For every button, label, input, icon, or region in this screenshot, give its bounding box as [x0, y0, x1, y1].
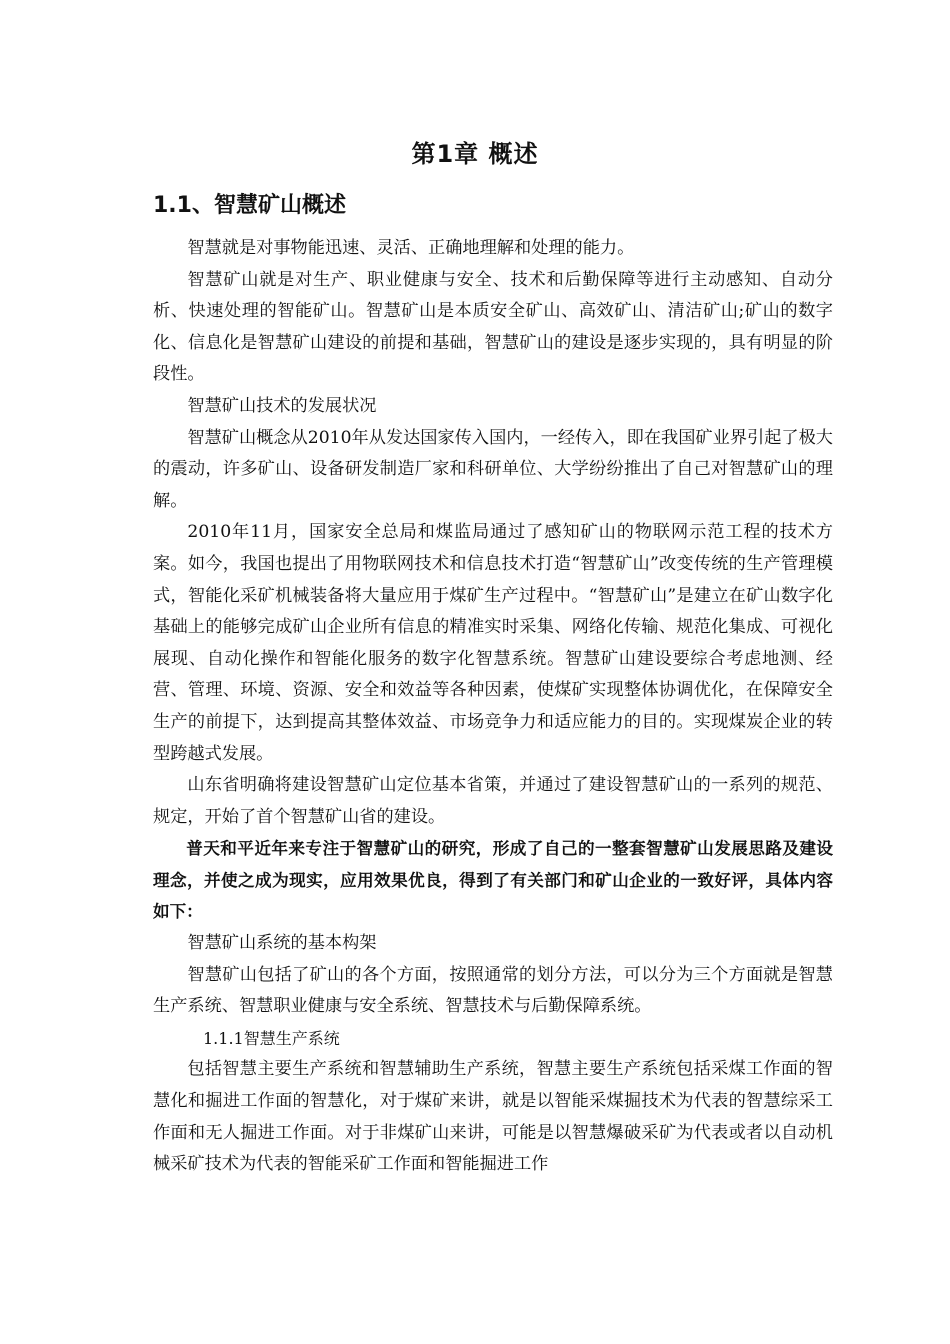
paragraph-heading: 智慧矿山系统的基本构架 — [187, 933, 377, 954]
section-title: 1.1、智慧矿山概述 — [153, 193, 346, 218]
bold-paragraph: 普天和平近年来专注于智慧矿山的研究，形成了自己的一整套智慧矿山发展思路及建设理念，并使之成为现实，应用效果优良，得到了有关部门和矿山企业的一致好评，具体内容如下： — [153, 839, 833, 922]
paragraph: 山东省明确将建设智慧矿山定位基本省策，并通过了建设智慧矿山的一系列的规范、规定，开始了首个智慧矿山省的建设。 — [153, 775, 833, 827]
paragraph: 包括智慧主要生产系统和智慧辅助生产系统，智慧主要生产系统包括采煤工作面的智慧化和掘进工作面的智慧化，对于煤矿来讲，就是以智能采煤掘技术为代表的智慧综采工作面和无人掘进工作面。对于非煤矿山来讲，可能是以智慧爆破采矿为代表或者以自动机械采矿技术为代表的智能采矿工作面和智能掘进工作 — [153, 1059, 833, 1175]
subsection-title: 1.1.1智慧生产系统 — [203, 1028, 340, 1048]
body-text — [153, 233, 833, 1181]
paragraph: 智慧矿山概念从2010年从发达国家传入国内，一经传入，即在我国矿业界引起了极大的震动，许多矿山、设备研发制造厂家和科研单位、大学纷纷推出了自己对智慧矿山的理解。 — [153, 427, 833, 511]
chapter-title: 第1章 概述 — [411, 140, 539, 168]
paragraph: 智慧矿山包括了矿山的各个方面，按照通常的划分方法，可以分为三个方面就是智慧生产系统、智慧职业健康与安全系统、智慧技术与后勤保障系统。 — [153, 964, 833, 1017]
paragraph: 智慧矿山就是对生产、职业健康与安全、技术和后勤保障等进行主动感知、自动分析、快速处理的智能矿山。智慧矿山是本质安全矿山、高效矿山、清洁矿山;矿山的数字化、信息化是智慧矿山建设的前提和基础，智慧矿山的建设是逐步实现的，具有明显的阶段性。 — [153, 269, 833, 385]
paragraph: 智慧就是对事物能迅速、灵活、正确地理解和处理的能力。 — [187, 238, 635, 258]
paragraph-heading: 智慧矿山技术的发展状况 — [187, 395, 377, 416]
paragraph: 2010年11月，国家安全总局和煤监局通过了感知矿山的物联网示范工程的技术方案。如今，我国也提出了用物联网技术和信息技术打造“智慧矿山”改变传统的生产管理模式，智能化采矿机械装备将大量应用于煤矿生产过程中。“智慧矿山”是建立在矿山数字化基础上的能够完成矿山企业所有信息的精准实时采集、网络化传输、规范化集成、可视化展现、自动化操作和智能化服务的数字化智慧系统。智慧矿山建设要综合考虑地测、经营、管理、环境、资源、安全和效益等各种因素，使煤矿实现整体协调优化，在保障安全生产的前提下，达到提高其整体效益、市场竞争力和适应能力的目的。实现煤炭企业的转型跨越式发展。 — [153, 522, 833, 764]
